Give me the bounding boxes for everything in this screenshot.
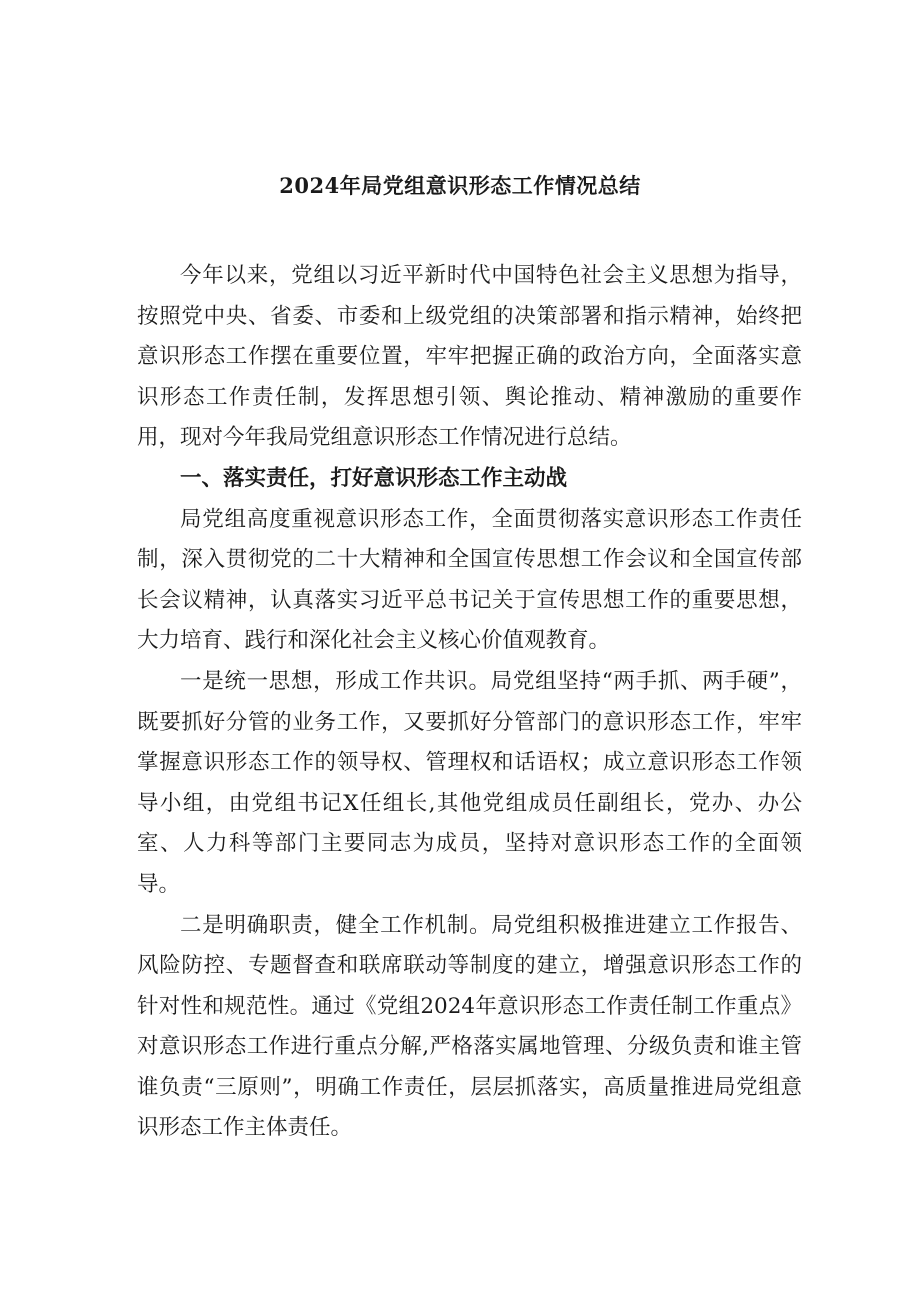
body-paragraph: 二是明确职责，健全工作机制。局党组积极推进建立工作报告、风险防控、专题督查和联席联动等制度的建立，增强意识形态工作的针对性和规范性。通过《党组2024年意识形态工作责任制工作重点》对意识形态工作进行重点分解,严格落实属地管理、分级负责和谁主管谁负责“三原则”，明确工作责任，层层抓落实，高质量推进局党组意识形态工作主体责任。 — [137, 912, 802, 1141]
section-heading: 一、落实责任，打好意识形态工作主动战 — [180, 465, 568, 491]
document-title: 2024年局党组意识形态工作情况总结 — [279, 173, 641, 198]
body-paragraph: 一是统一思想，形成工作共识。局党组坚持“两手抓、两手硬”，既要抓好分管的业务工作，又要抓好分管部门的意识形态工作，牢牢掌握意识形态工作的领导权、管理权和话语权；成立意识形态工作领导小组，由党组书记X任组长,其他党组成员任副组长，党办、办公室、人力科等部门主要同志为成员，坚持对意识形态工作的全面领导。 — [137, 668, 802, 897]
document-body — [137, 256, 802, 1149]
intro-paragraph: 今年以来，党组以习近平新时代中国特色社会主义思想为指导，按照党中央、省委、市委和上级党组的决策部署和指示精神，始终把意识形态工作摆在重要位置，牢牢把握正确的政治方向，全面落实意识形态工作责任制，发挥思想引领、舆论推动、精神激励的重要作用，现对今年我局党组意识形态工作情况进行总结。 — [137, 263, 802, 451]
body-paragraph: 局党组高度重视意识形态工作，全面贯彻落实意识形态工作责任制，深入贯彻党的二十大精神和全国宣传思想工作会议和全国宣传部长会议精神，认真落实习近平总书记关于宣传思想工作的重要思想，大力培育、践行和深化社会主义核心价值观教育。 — [137, 506, 802, 654]
